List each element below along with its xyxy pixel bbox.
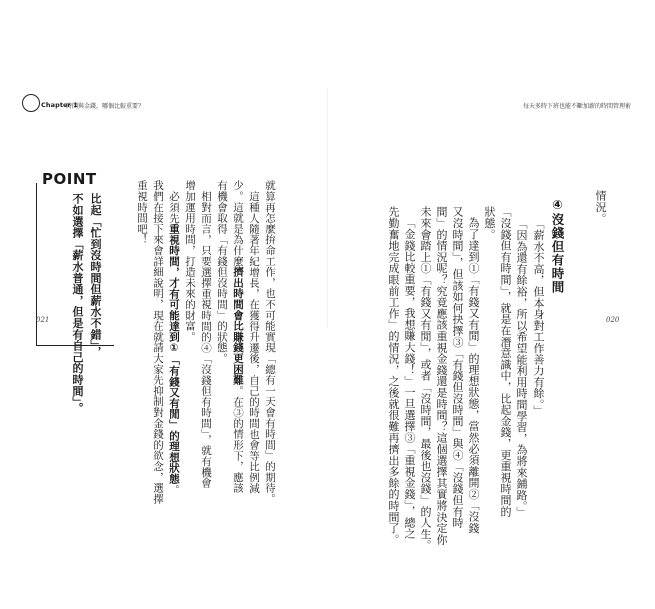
body-text: 。 bbox=[168, 484, 180, 495]
point-label: POINT bbox=[42, 170, 97, 188]
emphasis-text: 擠出時間會比賺錢更困難 bbox=[232, 266, 244, 386]
section-heading: ④沒錢但有時間 bbox=[550, 197, 565, 294]
page-number-left: 021 bbox=[36, 316, 50, 324]
chapter-label: Chapter 1 bbox=[41, 101, 78, 109]
quote-line: 「因為還有餘裕，所以希望能利用時間學習，為將來鋪路。」 bbox=[515, 218, 528, 518]
body-line: 重視時間吧！ bbox=[136, 180, 148, 245]
body-line: 有機會取得「有錢但沒時間」的狀態。 bbox=[216, 180, 228, 364]
body-line-with-emphasis bbox=[230, 180, 246, 493]
body-line: 增加運用時間，打造未來的財富。 bbox=[184, 180, 196, 342]
body-line: 又沒時間」，但該如何抉擇③「有錢但沒時間」與④「沒錢但有時 bbox=[451, 206, 464, 529]
body-line: 先勤奮地完成眼前工作」的情況，之後就很難再擠出多餘的時間了。 bbox=[387, 206, 400, 545]
quote-line: 「薪水不高，但本身對工作善力有餘。」 bbox=[532, 218, 545, 416]
emphasis-text: 重視時間，才有可能達到①「有錢又有閒」的理想狀態 bbox=[168, 223, 180, 485]
body-line: 未來會踏上①「有錢又有閒」，或者「沒時間，最後也沒錢」的人生。 bbox=[419, 206, 432, 551]
right-intro-line: 情況。 bbox=[594, 190, 607, 224]
body-line: 我們在接下來會詳細說明，現在就請大家先抑制對金錢的欲念，選擇 bbox=[152, 180, 164, 504]
body-text: 。在③的情形下，應該 bbox=[232, 385, 244, 494]
page-gutter bbox=[327, 88, 328, 328]
body-line: 相對而言，只要選擇重視時間的④「沒錢但有時間」，就有機會 bbox=[200, 191, 212, 489]
body-line: 這種人隨著年紀增長，在獲得升遷後，自己的時間也會等比例減 bbox=[248, 191, 260, 494]
chapter-circle-icon bbox=[22, 94, 40, 112]
left-running-title: 時間與金錢，哪個比較重要？ bbox=[66, 103, 145, 110]
body-line: 就算再怎麼拚命工作，也不可能實現「總有一天會有時間」的期待。 bbox=[264, 180, 276, 504]
body-line: 為了達到①「有錢又有閒」的理想狀態，當然必須離開②「沒錢 bbox=[467, 217, 480, 534]
body-line: 「沒錢但有時間」，就是在潛意識中，比起金錢，更重視時間的 bbox=[499, 206, 512, 517]
page-number-right: 020 bbox=[606, 316, 620, 324]
body-text: 少。這就是為什麼 bbox=[232, 180, 244, 267]
body-line-with-emphasis bbox=[166, 191, 182, 495]
point-line: 比起「忙到沒時間但薪水不錯」， bbox=[89, 193, 102, 357]
body-line: 狀態。 bbox=[483, 206, 496, 240]
body-line: 間」的情況呢？究竟應該重視金錢還是時間？這個選擇其實將決定你 bbox=[435, 206, 448, 545]
point-line: 不如選擇「薪水普通，但是有自己的時間」。 bbox=[71, 193, 84, 414]
body-text: 必須先 bbox=[168, 191, 180, 224]
body-line: 「金錢比較重要，我想賺大錢！」一旦選擇③「重視金錢」，總之 bbox=[403, 217, 416, 540]
right-running-title: 每天多時下班也能不斷加薪的時間管理術 bbox=[522, 103, 631, 110]
